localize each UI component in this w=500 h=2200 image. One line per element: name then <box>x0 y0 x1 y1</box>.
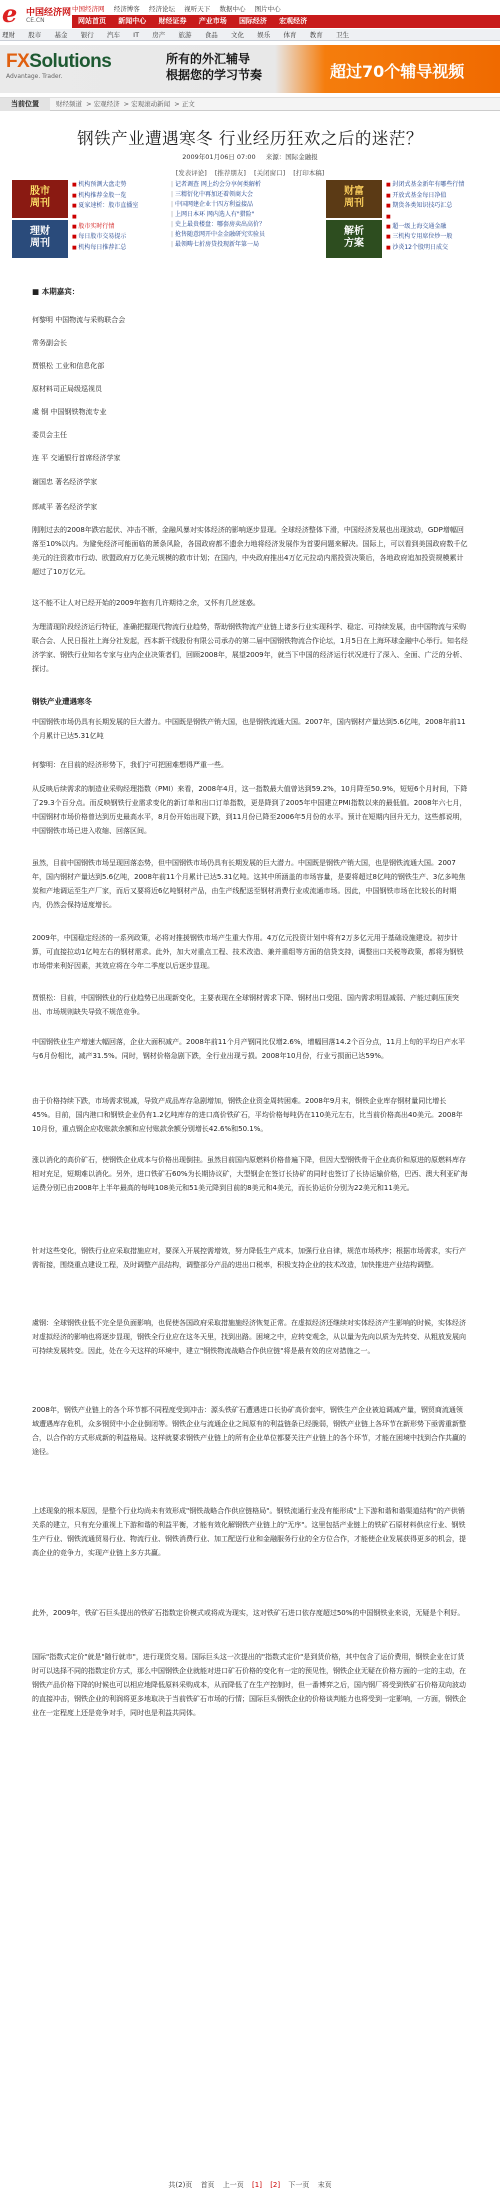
ad-link[interactable]: ■ 期货各类知识技巧汇总 <box>386 201 496 212</box>
article-tools <box>0 168 500 177</box>
fx-brand-prefix: FX <box>6 51 30 72</box>
page-prev[interactable]: 上一页 <box>222 2181 244 2189</box>
sub-nav-item[interactable]: 卫生 <box>335 31 349 39</box>
nav-item[interactable]: 国际经济 <box>238 17 267 25</box>
guest-line: 委员会主任 <box>32 431 67 439</box>
ad-link[interactable]: ■ 机构每日推荐汇总 <box>72 243 182 254</box>
article-paragraph: 国际"指数式定价"就是"随行就市"，进行现货交易。国际巨头这一次提出的"指数式定价"是到货价格，其中包含了运价费用，钢铁企业在订货时可以选择不同的指数定价方式，那么中国钢铁企业就能对进口矿石价格的变化有一定的预见性，钢铁企业无疑在价格方面的一定的主动，在钢铁产品价格下降的时候也可以相应地降低原料采购成本，从而降低了在生产控制时，但一番博弈之后，国内钢厂将受到铁矿石价格双向波动的直接冲击，钢铁企业的利润将更多地取决于当前铁矿石市场的行情；国际巨头钢铁企业的价格谈判能力也将受到一定影响，一方面，钢铁企业在一定程度上还是竞争对手，同时也是利益共同体。 <box>32 1653 466 1717</box>
logo-name: 中国经济网 <box>26 8 72 18</box>
ad-link[interactable]: | 三精衍化中再加还着领商大会 <box>171 190 331 200</box>
top-link[interactable]: 经济博客 <box>113 5 140 13</box>
ad-link[interactable]: ■ 机构推荐金股一览 <box>72 191 182 202</box>
analysis-image[interactable]: 解析 方案 <box>326 220 382 258</box>
article-paragraph: 上述现象的根本原因，是整个行业均尚未有效形成"钢铁战略合作供应链格局"。钢铁流通行业没有能形成"上下游和谐和谐渠道结构"的产供销关系的建立，只有充分重视上下游和谐的利益平衡，才能有效化解钢铁产业链上的"无序"。这里包括产业链上的铁矿石原材料供应行业、钢铁生产行业、钢铁流通贸易行业、物流行业、钢铁消费行业、加工配送行业和金融服务行业的全方位合作，才能使企业发展获得更多的机会，提高企业的竞争力，实现产业链上多方共赢。 <box>32 1507 466 1557</box>
logo-url: CE.CN <box>26 17 45 24</box>
article-paragraph: 2008年，钢铁产业链上的各个环节都不同程度受到冲击：源头铁矿石遭遇进口长协矿高价套牢，钢铁生产企业被迫调减产量，钢贸商流通领域遭遇库存危机，众多钢贸中小企业倒闭等。钢铁企业与流通企业之间原有的利益链条已经脆弱，钢铁产业链上各环节在新形势下亟需重新整合，以合作的方式形成新的利益格局。这样就要求钢铁产业链上的所有企业单位都要关注产业链上的各个环节，才能在困境中找到合作共赢的途径。 <box>32 1406 466 1456</box>
guest-line: 郎咸平 著名经济学家 <box>32 503 98 511</box>
article-paragraph: 虽然，目前中国钢铁市场呈现回落态势，但中国钢铁市场仍具有长期发展的巨大潜力。中国既是钢铁产销大国，也是钢铁流通大国。2007年，国内钢材产量达到5.6亿吨，2008年前11个月累计已达5.31亿吨。这其中所涵盖的市场容量，是要将超过8亿吨的钢铁生产、3亿多吨焦炭和产地调运至生产厂家，而后又要将近6亿吨钢材产品，由生产线配送至钢材消费行业或流通市场。因此，中国钢铁市场在比较长的时期内，仍然会保持适度增长。 <box>32 859 466 909</box>
ad-link[interactable]: | 上网日本环 网内选人有"猎险" <box>171 210 331 220</box>
guest-line: 何黎明 中国物流与采购联合会 <box>32 316 126 324</box>
ad-link[interactable]: | 抢售随意网开中金金融研究实验员 <box>171 230 331 240</box>
tool-print[interactable]: [打印本稿] <box>293 169 325 177</box>
logo-mark: e <box>2 0 18 28</box>
breadcrumb <box>0 97 500 111</box>
top-link[interactable]: 中国经济网 <box>72 5 105 13</box>
article-paragraph: 贾银松：目前，中国钢铁业的行业趋势已出现新变化，主要表现在全球钢材需求下降、钢材出口受阻、国内需求明显减弱、产能过剩压顶突出、市场规则缺失导致不规范竞争。 <box>32 994 459 1016</box>
fx-tagline: Advantage. Trader. <box>6 73 63 80</box>
site-header <box>0 0 500 28</box>
ad-link[interactable]: ■ 机构预测大盘走势 <box>72 180 182 191</box>
sub-nav-item[interactable]: 文化 <box>231 31 244 39</box>
banner-cta[interactable]: 超过70个辅导视频 <box>330 62 465 81</box>
article-paragraph: 刚刚过去的2008年跌宕起伏、冲击不断，金融风暴对实体经济的影响逐步显现。全球经济整体下滑，中国经济发展也出现波动，GDP增幅回落至10%以内。为避免经济可能面临的萧条风险，各国政府都不遗余力地将经济发展作为首要问题来解决。国际上，可以看到美国政府数千亿美元的注资救市行动、欧盟政府万亿美元规模的救市计划；在国内，中央政府推出4万亿元拉动内需投资决策后，各地政府追加投资规模累计超过了10万亿元。 <box>32 526 468 576</box>
sub-nav-item[interactable]: 教育 <box>309 31 323 39</box>
ad-banner[interactable] <box>0 45 500 93</box>
ad-link[interactable]: | 记者调查 网上约会分享何类解析 <box>171 180 331 190</box>
ad-list-center <box>171 180 331 250</box>
tool-recommend[interactable]: [推荐朋友] <box>214 169 246 177</box>
article-paragraph: 这不能不让人对已经开始的2009年抱有几许期待之余，又怀有几丝迷惑。 <box>32 599 260 607</box>
ad-link[interactable]: | 中国网建企业十四方利益接品 <box>171 200 331 210</box>
sub-nav <box>0 29 500 41</box>
top-link[interactable]: 视听天下 <box>184 5 211 13</box>
page-total: 共(2)页 <box>168 2181 193 2189</box>
section-heading: 钢铁产业遭遇寒冬 <box>32 697 92 706</box>
nav-item[interactable]: 财经证券 <box>158 17 187 25</box>
ad-link[interactable]: ■ 开放式基金每日净值 <box>386 191 496 202</box>
wealth-weekly-image[interactable]: 财富 周刊 <box>326 180 382 218</box>
sub-nav-item[interactable]: 食品 <box>204 31 218 39</box>
ad-link[interactable]: ■ 每日股市交易提示 <box>72 232 182 243</box>
guest-line: 虞 钢 中国钢铁物流专业 <box>32 408 107 416</box>
page-next[interactable]: 下一页 <box>288 2181 310 2189</box>
guest-line: 原材料司正局级巡视员 <box>32 385 102 393</box>
fx-brand-suffix: Solutions <box>29 51 112 72</box>
article-meta <box>0 152 500 161</box>
guest-line: 贾银松 工业和信息化部 <box>32 362 105 370</box>
page-last[interactable]: 末页 <box>317 2181 332 2189</box>
sub-nav-item[interactable]: 银行 <box>80 31 94 39</box>
page-1[interactable]: [1] <box>252 2181 262 2189</box>
tool-close[interactable]: [关闭窗口] <box>254 169 286 177</box>
breadcrumb-label: 当前位置 <box>0 98 50 111</box>
ad-block-left <box>12 180 172 260</box>
article-paragraph: 针对这些变化，钢铁行业应采取措施应对，要深入开展控需增效，努力降低生产成本，加强行业自律，规范市场秩序；根据市场需求，实行产需衔接，围绕重点建设工程，及时调整产品结构，调整部分产品的进出口税率，积极支持企业的技术改造，加快推进产业结构调整。 <box>32 1247 466 1269</box>
article-paragraph: 何黎明：在目前的经济形势下，我们宁可把困难想得严重一些。 <box>32 761 228 769</box>
breadcrumb-links <box>56 98 197 111</box>
stock-weekly-image[interactable]: 股市 周刊 <box>12 180 68 218</box>
article-paragraph: 此外，2009年，铁矿石巨头提出的铁矿石指数定价模式或将成为现实，这对铁矿石进口依存度超过50%的中国钢铁业来说，无疑是个利好。 <box>32 1609 465 1617</box>
sub-nav-item[interactable]: 旅游 <box>178 31 192 39</box>
article-paragraph: 中国钢铁业生产增速大幅回落，企业大面积减产。2008年前11个月产钢同比仅增2.6%，增幅回落14.2个百分点，11月上旬的平均日产水平与6月份相比，减产31.5%。同时，钢材价格急剧下跌，全行业出现亏损。2008年10月份，行业亏损面已达59%。 <box>32 1038 465 1060</box>
page-2[interactable]: [2] <box>270 2181 281 2189</box>
article-date: 2009年01月06日 07:00 <box>182 153 256 161</box>
ad-link[interactable]: ■ 超一级上海交通金融 <box>386 222 496 233</box>
banner-line: 所有的外汇辅导 <box>166 52 251 66</box>
guest-line: 谢国忠 著名经济学家 <box>32 478 98 486</box>
ad-link[interactable]: | 最领畴七折房贷投现新年第一局 <box>171 240 331 250</box>
nav-item[interactable]: 新闻中心 <box>118 17 147 25</box>
top-link[interactable]: 图片中心 <box>254 5 281 13</box>
breadcrumb-item[interactable]: > 宏观经济 <box>86 100 120 108</box>
ad-list-right <box>386 180 496 254</box>
ad-list-left <box>72 180 182 254</box>
article-paragraph: 涨以消化的高价矿石，使钢铁企业成本与价格出现倒挂。虽然目前国内原燃料价格普遍下降，但因大型钢铁骨干企业高价和原进的原燃料库存相对充足，短期难以消化。另外，进口铁矿石60%为长期协议矿，大型钢企在签订长协矿的同时也签订了长协运输价格，巴西、澳大利亚矿海运费分别已由2008年上半年最高的每吨108美元和51美元降到目前的8美元和4美元，而长协运价分别为22美元和11美元。 <box>32 1156 468 1192</box>
banner-copy <box>166 51 262 83</box>
sub-nav-item[interactable]: IT <box>133 31 140 39</box>
breadcrumb-item: > 正文 <box>174 100 195 108</box>
ad-link[interactable]: ■ 三机构专用席位炒一般 <box>386 232 496 243</box>
sub-nav-item[interactable]: 汽车 <box>106 31 120 39</box>
breadcrumb-item[interactable]: > 宏观滚动新闻 <box>123 100 171 108</box>
finance-weekly-image[interactable]: 理财 周刊 <box>12 220 68 258</box>
sub-nav-item[interactable]: 基金 <box>54 31 68 39</box>
breadcrumb-item[interactable]: 财经频道 <box>56 100 82 108</box>
article-paragraph: 由于价格持续下跌，市场需求锐减，导致产成品库存急剧增加，钢铁企业资金周转困难。2008年9月末，钢铁企业库存钢材量同比增长45%。目前，国内港口和钢铁企业仍有1.2亿吨库存的进口高价铁矿石，平均价格每吨仍在110美元左右，比当前价格高出40美元。2008年10月份，重点钢企应收账款余额和应付账款余额分别增长42.6%和50.1%。 <box>32 1097 463 1133</box>
article-paragraph: 2009年，中国稳定经济的一系列政策，必将对推援钢铁市场产生重大作用。4万亿元投资计划中将有2万多亿元用于基础设施建设。初步计算，可直接拉动1亿吨左右的钢材需求。此外，加大对重点工程、技术改造、兼并重组等方面的信贷支持，调整出口关税等政策，都将为钢铁市场带来利好因素，其效应将在今年二季度以后逐步显现。 <box>32 934 464 970</box>
ad-link[interactable]: ■ 夏家速析：股市直播室 <box>72 201 182 212</box>
nav-item[interactable]: 网站首页 <box>78 17 106 25</box>
tool-comment[interactable]: [发表评论] <box>175 169 207 177</box>
sub-nav-item[interactable]: 股市 <box>28 31 42 39</box>
top-links <box>72 4 500 14</box>
article-source: 来源：国际金融报 <box>265 153 318 161</box>
guest-line: 连 平 交通银行首席经济学家 <box>32 454 121 462</box>
sub-nav-item[interactable]: 娱乐 <box>257 31 271 39</box>
pagination <box>0 2180 500 2190</box>
sub-nav-item[interactable]: 体育 <box>283 31 297 39</box>
ad-link[interactable]: | 史上最贵楼盘：哪套房卖出高价？ <box>171 220 331 230</box>
article-paragraph: 中国钢铁市场仍具有长期发展的巨大潜力。中国既是钢铁产销大国，也是钢铁流通大国。2007年，国内钢材产量达到5.6亿吨，2008年前11个月累计已达5.31亿吨 <box>32 718 466 740</box>
ad-link[interactable]: ■ 股市实时行情 <box>72 222 182 233</box>
sub-nav-item[interactable]: 理财 <box>2 31 15 39</box>
banner-line: 根据您的学习节奏 <box>166 68 263 82</box>
ad-link[interactable]: ■ 沙炎12个股明日成交 <box>386 243 496 254</box>
article-paragraph: 虞钢：全球钢铁业低不完全是负面影响，也促使各国政府采取措施施经济恢复正常。在虚拟经济还继续对实体经济产生影响的时候，实体经济对虚拟经济的影响也将逐步显现，钢铁全行业应在这冬天里，找到出路。困境之中，应转变观念，从以量为先向以质为先转变、从粗放发展向可持续发展转变。因此，处在今天这样的环境中，建立"钢铁物流战略合作供应链"将是最有效的应对措施之一。 <box>32 1319 466 1355</box>
article-paragraph: 从反映后续需求的制造业采购经理指数（PMI）来看，2008年4月，这一指数最大值曾达到59.2%，10月降至50.9%，短短6个月时间，下降了29.3个百分点。而反映钢铁行业需求变化的新订单和出口订单指数，更是降到了2005年中国建立PMI指数以来的最低值。2008年六七月，中国钢材市场价格曾达到历史最高水平，8月份开始出现下跌，到11月份已降至2006年5月份的水平。预计在短期内回升无力，这些都说明，中国钢铁市场已进入收缩、回落区间。 <box>32 785 468 835</box>
page-first[interactable]: 首页 <box>200 2181 215 2189</box>
top-link[interactable]: 经济论坛 <box>148 5 175 13</box>
nav-item[interactable]: 产业市场 <box>198 17 227 25</box>
main-nav <box>72 15 500 28</box>
site-logo[interactable] <box>2 0 72 28</box>
nav-item[interactable]: 宏观经济 <box>279 17 308 25</box>
article-paragraph: 为理清现阶段经济运行特征，准确把握现代物流行业趋势，帮助钢铁物流产业链上诸多行业实现科学、稳定、可持续发展，由中国物流与采购联合会、人民日报社上海分社发起，西本新干线股份有限公司承办的第二届中国钢铁物流合作论坛，1月5日在上海环球金融中心举行。知名经济学家、钢铁行业知名专家与业内企业决策者们，回顾2008年，展望2009年，就当下中国的经济运行状况进行了深入、全面、广泛的分析、探讨。 <box>32 623 468 673</box>
article-title: 钢铁产业遭遇寒冬 行业经历狂欢之后的迷茫？ <box>77 129 423 148</box>
sub-nav-item[interactable]: 房产 <box>152 31 166 39</box>
ad-block-right <box>326 180 498 260</box>
top-link[interactable]: 数据中心 <box>219 5 246 13</box>
guest-line: 常务副会长 <box>32 339 67 347</box>
ad-link[interactable]: ■ 封闭式基金新年有哪些行情 <box>386 180 496 191</box>
fx-logo <box>6 51 111 80</box>
guests-heading: ■ 本期嘉宾： <box>32 287 80 296</box>
